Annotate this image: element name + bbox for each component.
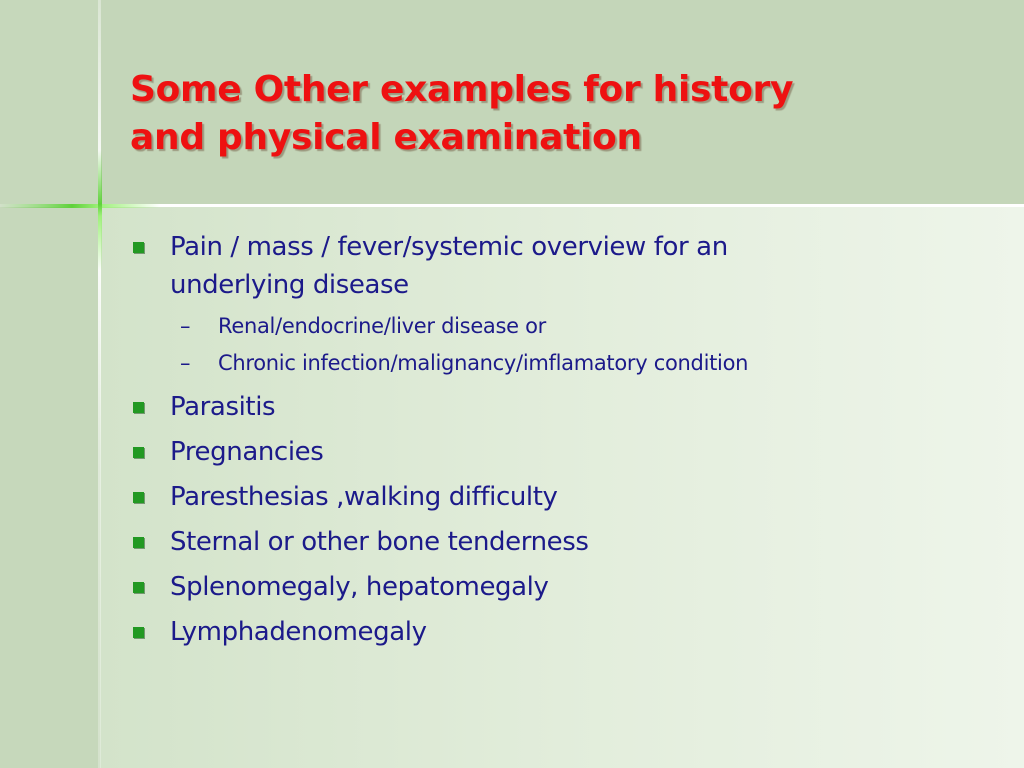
bullet-text: Splenomegaly, hepatomegaly <box>170 572 549 602</box>
slide-title-line-2: and physical examination <box>130 117 642 158</box>
sub-bullet-text: Renal/endocrine/liver disease or <box>218 314 547 338</box>
cross-glow-vertical <box>98 150 102 270</box>
bullet-text: Lymphadenomegaly <box>170 617 427 647</box>
vertical-divider <box>98 0 101 768</box>
bullet-item-pain <box>130 228 1000 382</box>
dash-bullet-icon: – <box>180 314 191 338</box>
dash-bullet-icon: – <box>180 351 191 375</box>
green-square-bullet-icon <box>133 627 144 638</box>
green-square-bullet-icon <box>133 242 144 253</box>
bullet-text: Paresthesias ,walking difficulty <box>170 482 558 512</box>
bullet-list <box>130 228 1000 658</box>
green-square-bullet-icon <box>133 402 144 413</box>
slide-title <box>130 66 1000 162</box>
green-square-bullet-icon <box>133 447 144 458</box>
green-square-bullet-icon <box>133 492 144 503</box>
cross-glow-horizontal <box>0 204 160 208</box>
bullet-item-parasitis <box>130 388 1000 426</box>
bullet-item-lymphadenomegaly <box>130 613 1000 651</box>
green-square-bullet-icon <box>133 582 144 593</box>
bullet-text: Pregnancies <box>170 437 324 467</box>
slide-title-line-1: Some Other examples for history <box>130 69 794 110</box>
sub-bullet-item-chronic <box>170 345 1000 382</box>
sub-bullet-list <box>170 308 1000 382</box>
left-band <box>0 0 100 768</box>
sub-bullet-item-renal <box>170 308 1000 345</box>
sub-bullet-text: Chronic infection/malignancy/imflamatory condition <box>218 351 749 375</box>
bullet-item-pregnancies <box>130 433 1000 471</box>
bullet-text: Sternal or other bone tenderness <box>170 527 589 557</box>
bullet-text-line-2: underlying disease <box>170 270 409 300</box>
bullet-text: Parasitis <box>170 392 276 422</box>
bullet-item-sternal <box>130 523 1000 561</box>
green-square-bullet-icon <box>133 537 144 548</box>
bullet-item-splenomegaly <box>130 568 1000 606</box>
bullet-item-paresthesias <box>130 478 1000 516</box>
bullet-text-line-1: Pain / mass / fever/systemic overview for an <box>170 232 728 262</box>
